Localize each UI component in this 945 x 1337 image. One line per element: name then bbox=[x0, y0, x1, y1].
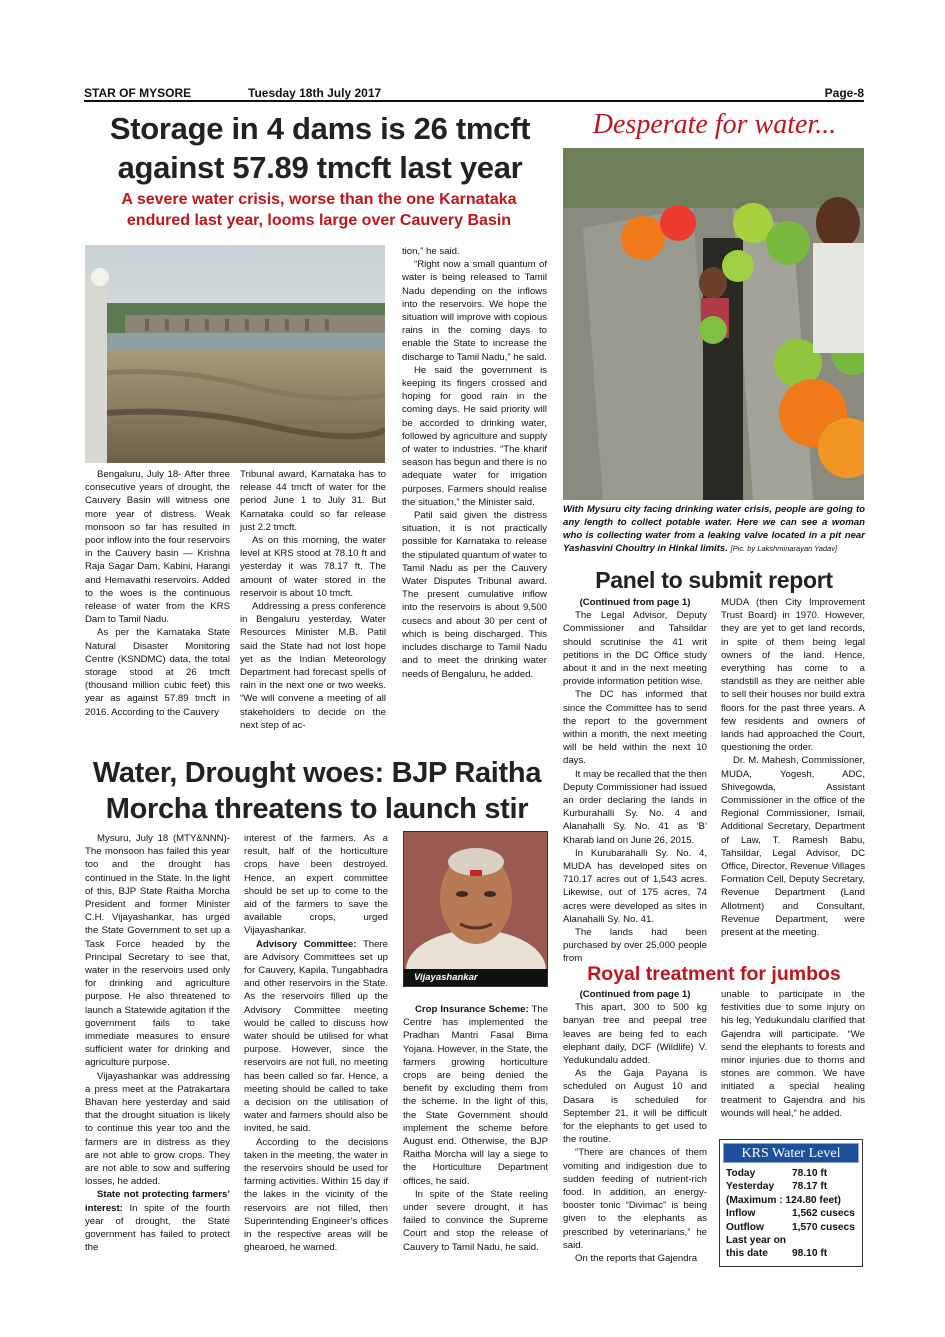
paragraph: Addressing a press conference in Bengaluru yesterday, Water Resources Minister M.B. Patil said the State had not lost hope yet as the Indian Meteorology Department had forecast spells of rain in the next one or two weeks. “We will convene a meeting of all stakeholders to decide on the next step of ac- bbox=[240, 601, 386, 731]
portrait-image bbox=[404, 832, 547, 970]
subhead: Advisory Committee: bbox=[256, 938, 357, 950]
photo-feature-title: Desperate for water... bbox=[592, 109, 837, 140]
paragraph: This apart, 300 to 500 kg banyan tree and peepal tree leaves are being fed to each elephant daily, DCF (Wildlife) V. Yedukundalu added. bbox=[563, 1002, 707, 1067]
article2-headline bbox=[80, 755, 554, 827]
article4-column2 bbox=[721, 988, 865, 1120]
issue-date: Tuesday 18th July 2017 bbox=[248, 86, 382, 100]
paragraph: Vijayashankar was addressing a press meet at the Patrakartara Bhavan here yesterday and said that the drought situation is likely to continue this year too and the farmers are in distress as they are not able to grow crops. They are not able to sow and suffering losses, he added. bbox=[85, 1070, 230, 1188]
dam-photo-image bbox=[85, 245, 385, 463]
article2-column1 bbox=[85, 832, 230, 1255]
article1-headline-line1: Storage in 4 dams is 26 tmcft bbox=[109, 111, 531, 146]
paragraph: Tribunal award, Karnataka has to release 44 tmcft of water for the period June 1 to July 31. But Karnataka could so far release just 2.2 tmcft. bbox=[240, 469, 386, 533]
paragraph: tion,” he said. bbox=[402, 246, 460, 257]
article3-headline: Panel to submit report bbox=[595, 567, 833, 593]
krs-label: Today bbox=[726, 1168, 756, 1179]
paragraph: As per the Karnataka State Natural Disaster Monitoring Centre (KSNDMC) data, the total storage stood at 26 tmcft (thousand million cubic feet) this year as against 57.89 tmcft in 2016. According to the Cauvery bbox=[85, 627, 230, 718]
paragraph: In spite of the State reeling under severe drought, it has failed to convince the Supreme Court and stop the release of Cauvery to Tamil Nadu, he said. bbox=[403, 1188, 548, 1253]
krs-row bbox=[720, 1247, 862, 1260]
paragraph: “Right now a small quantum of water is being released to Tamil Nadu depending on the inflows into the reservoirs. We hope the situation will improve with copious rains in the coming days to enable the State to increase the discharge to Tamil Nadu,” he said. bbox=[402, 259, 547, 363]
continued-note: (Continued from page 1) bbox=[579, 989, 691, 1000]
caption-text: With Mysuru city facing drinking water crisis, people are going to any length to collect potable water. Here we can see a woman who is collecting water from a leaking valve located in a pit near Yashasvini Choultry in Hinkal limits. bbox=[563, 504, 865, 554]
water-photo-image bbox=[563, 148, 864, 500]
krs-label: Yesterday bbox=[726, 1181, 775, 1193]
article4-headline: Royal treatment for jumbos bbox=[587, 963, 841, 985]
publication-name: STAR OF MYSORE bbox=[84, 86, 192, 100]
article4-column1 bbox=[563, 988, 707, 1265]
paragraph: As the Gaja Payana is scheduled on August 10 and Dasara is scheduled for September 21, it will be difficult for the elephants to get used to the routine. bbox=[563, 1068, 707, 1146]
portrait-frame bbox=[403, 831, 548, 987]
paragraph: MUDA (then City Improvement Trust Board) in 1970. However, they are yet to get land records, in spite of them being legal owners of the land. Hence, everything has come to a standstill as they are neither able to sell their houses nor build extra floors for the past three years. A few residents and owners of lands had approached the Court, questioning the order. bbox=[721, 597, 865, 754]
paragraph: “There are chances of them vomiting and indigestion due to sudden feeding of nutrient-rich food. In addition, an energy-booster tonic “Divimac” is being given to the elephants as prescribed by veterinarians,” he said. bbox=[563, 1147, 707, 1251]
krs-label: Inflow bbox=[726, 1208, 756, 1220]
krs-row bbox=[720, 1221, 862, 1234]
article2-headline-line1: Water, Drought woes: BJP Raitha bbox=[92, 757, 542, 789]
krs-label: this date bbox=[726, 1248, 768, 1260]
krs-value: 78.17 ft bbox=[792, 1181, 828, 1193]
krs-value: 78.10 ft bbox=[792, 1168, 828, 1179]
krs-row bbox=[720, 1180, 862, 1193]
krs-row bbox=[720, 1167, 862, 1180]
paragraph: Patil said given the distress situation, it is not practically possible for Karnataka to release the stipulated quantum of water to Tamil Nadu as per the Cauvery Water Disputes Tribunal award. The present cumulative inflow into the reservoirs is about 9,500 cusecs and about 30 per cent of which is being discharged. This includes discharge to Tamil Nadu and to meet the drinking water needs of Bengaluru, he added. bbox=[402, 510, 547, 680]
paragraph-text: In spite of the fourth year of drought, the State government has failed to protect the bbox=[85, 1202, 230, 1254]
water-photo bbox=[563, 148, 864, 500]
paragraph: The DC has informed that since the Committee has to send the report to the government within a month, the next meeting will be held within the next 10 days. bbox=[563, 689, 707, 767]
paragraph: He said the government is keeping its fingers crossed and hoping for good rain in the coming days. He said priority will be accorded to drinking water, followed by agriculture and supply of water to industries. “The kharif season has begun and there is no adequate water for irrigation purposes. Farmers should realise the situation,” the Minister said. bbox=[402, 364, 547, 508]
krs-box-title: KRS Water Level bbox=[723, 1143, 859, 1163]
krs-label: Outflow bbox=[726, 1221, 764, 1233]
paragraph: unable to participate in the festivities due to some injury on his leg, Yedukundalu clarified that Gajendra will participate. “We send the elephants to forests and minor injuries due to thorns and stones are common. We have initiated a special healing treatment to Gajendra and his wounds will heal,” he added. bbox=[721, 989, 865, 1119]
subhead: State not protecting farmers’ interest: bbox=[85, 1189, 230, 1214]
paragraph: It may be recalled that the then Deputy Commissioner had issued an order declaring the lands in Kurburahalli Sy. No. 4 and Alanahalli Sy. No. 41 as ‘B’ Kharab land on June 26, 2015. bbox=[563, 768, 707, 846]
paragraph: In Kurubarahalli Sy. No. 4, MUDA has developed sites on 710.17 acres out of 1,543 acres. Likewise, out of 175 acres, 74 acres were developed as sites in Alanahalli Sy. No. 41. bbox=[563, 847, 707, 925]
paragraph: The Legal Advisor, Deputy Commissioner and Tahsildar should scrutinise the 41 writ petitions in the DC Office study about it and in the next meeting provide information petition wise. bbox=[563, 610, 707, 688]
paragraph: Mysuru, July 18 (MTY&NNN)- The monsoon has failed this year too and the drought has continued in the State. In the light of this, BJP State Raitha Morcha President and former Minister C.H. Vijayashankar, has urged the State Government to set up a Task Force headed by the Principal Secretary to see that, water in the reservoirs used only for drinking and agriculture purpose. He also threatened to launch a Statewide agitation if the government fails to take immediate measures to ensure sufficient water for drinking and agriculture purpose. bbox=[85, 833, 230, 1069]
paragraph: As on this morning, the water level at KRS stood at 78.10 ft and yesterday it was 78.17 ft. The amount of water stored in the reservoir is about 10 tmcft. bbox=[240, 535, 386, 599]
paragraph: On the reports that Gajendra bbox=[575, 1253, 698, 1265]
paragraph: Dr. M. Mahesh, Commissioner, MUDA, Yogesh, ADC, Shivegowda, Assistant Commissioner in the office of the Regional Commissioner, Ismail, Additional Secretary, Department of Law, T. Ramesh Babu, Tahsildar, Legal Advisor, DC Office, Director, Revenue Villages Formation Cell, Deputy Secretary, Revenue Department (Land Allotment) and Consultant, Revenue Department, were present at the meeting. bbox=[721, 755, 865, 939]
paragraph: The lands had been purchased by over 25,000 people from bbox=[563, 927, 707, 965]
paragraph-text: The Centre has implemented the Pradhan Mantri Fasal Bima Yojana. However, in the State, the farmers growing horticulture crops are being denied the benefit by excluding them from the scheme. In the light of this, the State Government should implement the scheme before August end. Otherwise, the BJP Raitha Morcha will lay a siege to the Horticulture Department offices, he said. bbox=[403, 1004, 549, 1187]
paragraph-text: There are Advisory Committees set up for Cauvery, Kapila, Tungabhadra and other reservoirs in the State. As the reservoirs filled up the Advisory Committee meeting would be called to discuss how water should be utilised for what purpose. However, since the reservoirs are not full, no meeting has been called so far. Hence, a meeting should be called to take a decision on the utilisation of water and farmers should also be invited, he said. bbox=[244, 938, 388, 1135]
continued-note: (Continued from page 1) bbox=[579, 597, 691, 608]
dam-photo bbox=[85, 245, 385, 463]
photo-credit: [Pic. by Lakshminarayan Yadav] bbox=[730, 544, 838, 553]
article1-subhead-line2: endured last year, looms large over Cauvery Basin bbox=[126, 212, 512, 229]
krs-row bbox=[720, 1207, 862, 1220]
paragraph: Bengaluru, July 18- After three consecutive years of drought, the Cauvery Basin will witness one more year of distress. Weak monsoon so far has resulted in poor inflow into the four reservoirs in the Cauvery basin — Krishna Raja Sagar Dam, Kabini, Harangi and Hemavathi reservoirs. Added to the woes is the continuous release of water from the KRS Dam to Tamil Nadu. bbox=[85, 469, 230, 626]
paragraph: According to the decisions taken in the meeting, the water in the reservoirs should be used for farming activities. Within 15 day if the lakes in the vicinity of the reservoirs are not filled, then Superintending Engineer’s offices in the respective areas will be ghearoed, he warned. bbox=[244, 1136, 388, 1254]
krs-value: 98.10 ft bbox=[792, 1248, 828, 1260]
krs-value: 1,562 cusecs bbox=[792, 1208, 855, 1220]
subhead: Crop Insurance Scheme: bbox=[415, 1004, 529, 1015]
krs-row bbox=[720, 1194, 862, 1207]
article1-headline bbox=[80, 109, 560, 187]
article1-subhead bbox=[84, 189, 554, 231]
article1-headline-line2: against 57.89 tmcft last year bbox=[117, 150, 523, 185]
paragraph: interest of the farmers. As a result, half of the horticulture crops have been destroyed. Hence, an expert committee should be set up to come to the aid of the farmers to save the available crops, urged Vijayashankar. bbox=[244, 833, 388, 937]
page-number: Page-8 bbox=[824, 86, 864, 100]
article2-column3 bbox=[403, 1003, 548, 1254]
page-header bbox=[84, 86, 864, 102]
portrait-caption: Vijayashankar bbox=[404, 969, 547, 986]
article3-column1 bbox=[563, 596, 707, 966]
krs-water-level-box bbox=[719, 1139, 863, 1267]
article2-column2 bbox=[244, 832, 388, 1255]
article1-subhead-line1: A severe water crisis, worse than the one Karnataka bbox=[121, 191, 517, 208]
article1-column3 bbox=[402, 245, 547, 681]
article1-column2 bbox=[240, 468, 386, 732]
krs-label: Last year on bbox=[726, 1234, 787, 1246]
article2-headline-line2: Morcha threatens to launch stir bbox=[105, 793, 529, 825]
krs-value: 1,570 cusecs bbox=[792, 1221, 855, 1233]
article1-column1 bbox=[85, 468, 230, 719]
article3-column2 bbox=[721, 596, 865, 939]
photo-caption bbox=[563, 503, 865, 555]
krs-label: (Maximum : 124.80 feet) bbox=[726, 1194, 841, 1206]
krs-row bbox=[720, 1234, 862, 1247]
